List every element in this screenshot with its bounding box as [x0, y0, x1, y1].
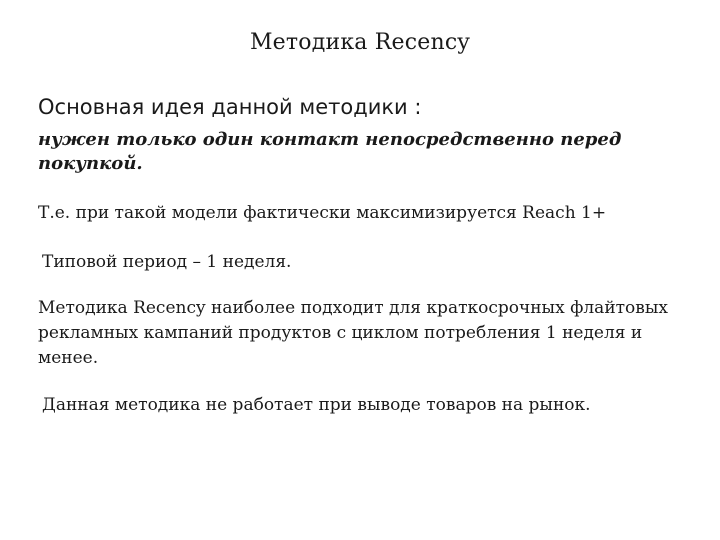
paragraph-limitation: Данная методика не работает при выводе товаров на рынок.: [42, 395, 591, 415]
slide-title: Методика Recency: [249, 30, 471, 55]
intro-text: Основная идея данной методики :: [38, 95, 422, 119]
paragraph-suitability: Методика Recency наиболее подходит для краткосрочных флайтовых рекламных кампаний продуктов с циклом потребления 1 неделя и менее.: [38, 298, 668, 368]
emphasis-text: нужен только один контакт непосредственно перед покупкой.: [38, 129, 622, 174]
paragraph-period: Типовой период – 1 неделя.: [42, 252, 292, 272]
paragraph-reach: Т.е. при такой модели фактически максимизируется Reach 1+: [38, 203, 607, 223]
